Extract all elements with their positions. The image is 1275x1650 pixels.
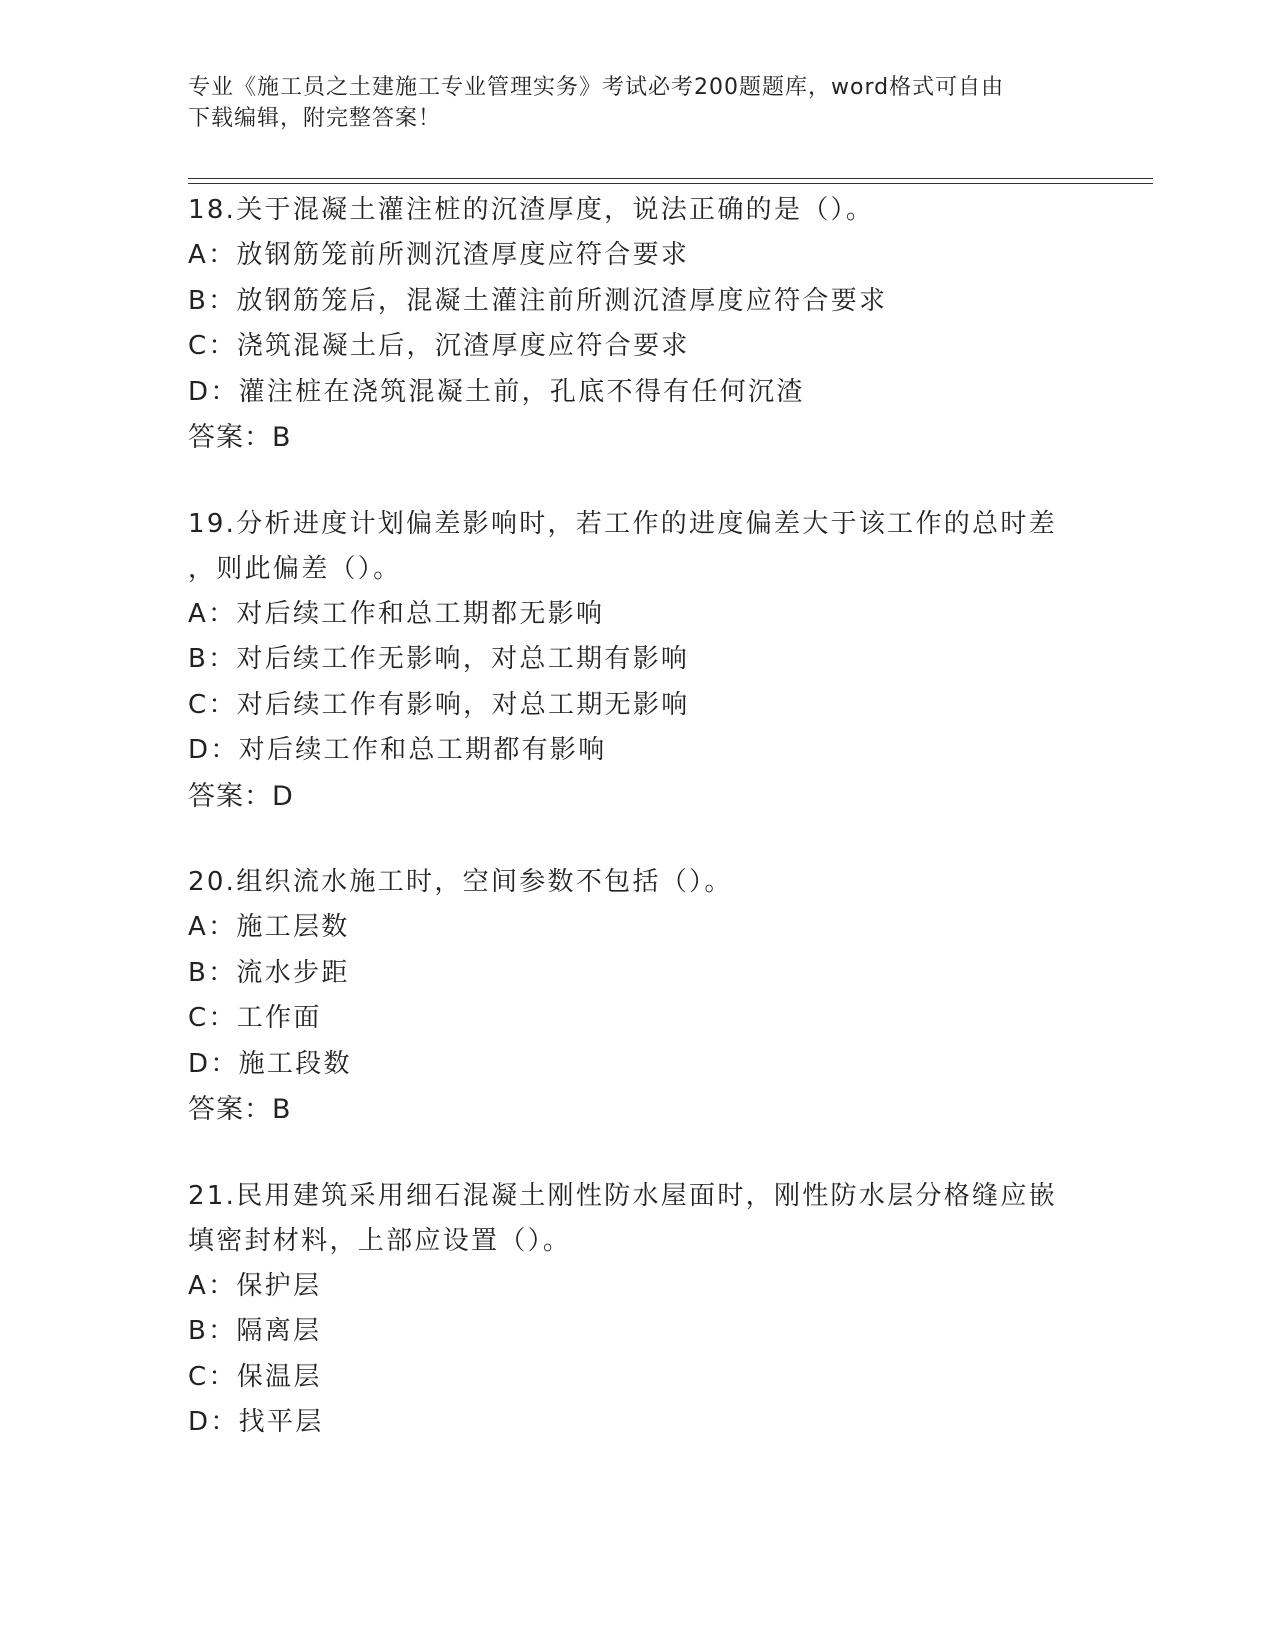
question-21 (188, 1174, 1088, 1446)
option-d: D：对后续工作和总工期都有影响 (188, 735, 607, 765)
question-list (188, 188, 1088, 1487)
question-stem (188, 1174, 1088, 1264)
option-c: C：对后续工作有影响，对总工期无影响 (188, 689, 690, 720)
option-c: C：工作面 (188, 1003, 322, 1033)
option-b: B：流水步距 (188, 957, 350, 988)
question-stem-line: ，则此偏差（）。 (188, 553, 402, 584)
header-divider-top (188, 178, 1153, 179)
header-line-2: 下载编辑，附完整答案！ (188, 106, 442, 131)
question-stem-line: 19.分析进度计划偏差影响时，若工作的进度偏差大于该工作的总时差 (188, 508, 1057, 539)
question-18 (188, 188, 1088, 461)
option-d: D：找平层 (188, 1407, 324, 1437)
question-stem (188, 860, 1088, 905)
option-c: C：浇筑混凝土后，沉渣厚度应符合要求 (188, 331, 690, 361)
option-b: B：对后续工作无影响，对总工期有影响 (188, 644, 690, 674)
answer-label: 答案：B (188, 422, 292, 453)
question-stem-line: 20.组织流水施工时，空间参数不包括（）。 (188, 867, 733, 897)
option-a: A：对后续工作和总工期都无影响 (188, 598, 605, 629)
option-a: A：施工层数 (188, 912, 350, 942)
option-d: D：灌注桩在浇筑混凝土前，孔底不得有任何沉渣 (188, 376, 805, 407)
question-20 (188, 860, 1088, 1133)
option-a: A：保护层 (188, 1270, 322, 1301)
option-b: B：隔离层 (188, 1316, 322, 1346)
option-c: C：保温层 (188, 1361, 322, 1392)
answer-label: 答案：B (188, 1094, 292, 1125)
question-stem-line: 18.关于混凝土灌注桩的沉渣厚度，说法正确的是（）。 (188, 195, 875, 225)
document-header (188, 72, 1068, 134)
question-stem (188, 188, 1088, 233)
question-stem-line: 填密封材料，上部应设置（）。 (188, 1225, 572, 1256)
header-divider-bottom (188, 183, 1153, 184)
question-stem-line: 21.民用建筑采用细石混凝土刚性防水屋面时，刚性防水层分格缝应嵌 (188, 1180, 1057, 1211)
question-19 (188, 502, 1088, 820)
answer-label: 答案：D (188, 780, 294, 812)
option-d: D：施工段数 (188, 1048, 352, 1079)
option-a: A：放钢筋笼前所测沉渣厚度应符合要求 (188, 240, 690, 270)
option-b: B：放钢筋笼后，混凝土灌注前所测沉渣厚度应符合要求 (188, 285, 888, 316)
header-line-1: 专业《施工员之土建施工专业管理实务》考试必考200题题库，word格式可自由 (188, 75, 1005, 100)
question-stem (188, 502, 1088, 592)
